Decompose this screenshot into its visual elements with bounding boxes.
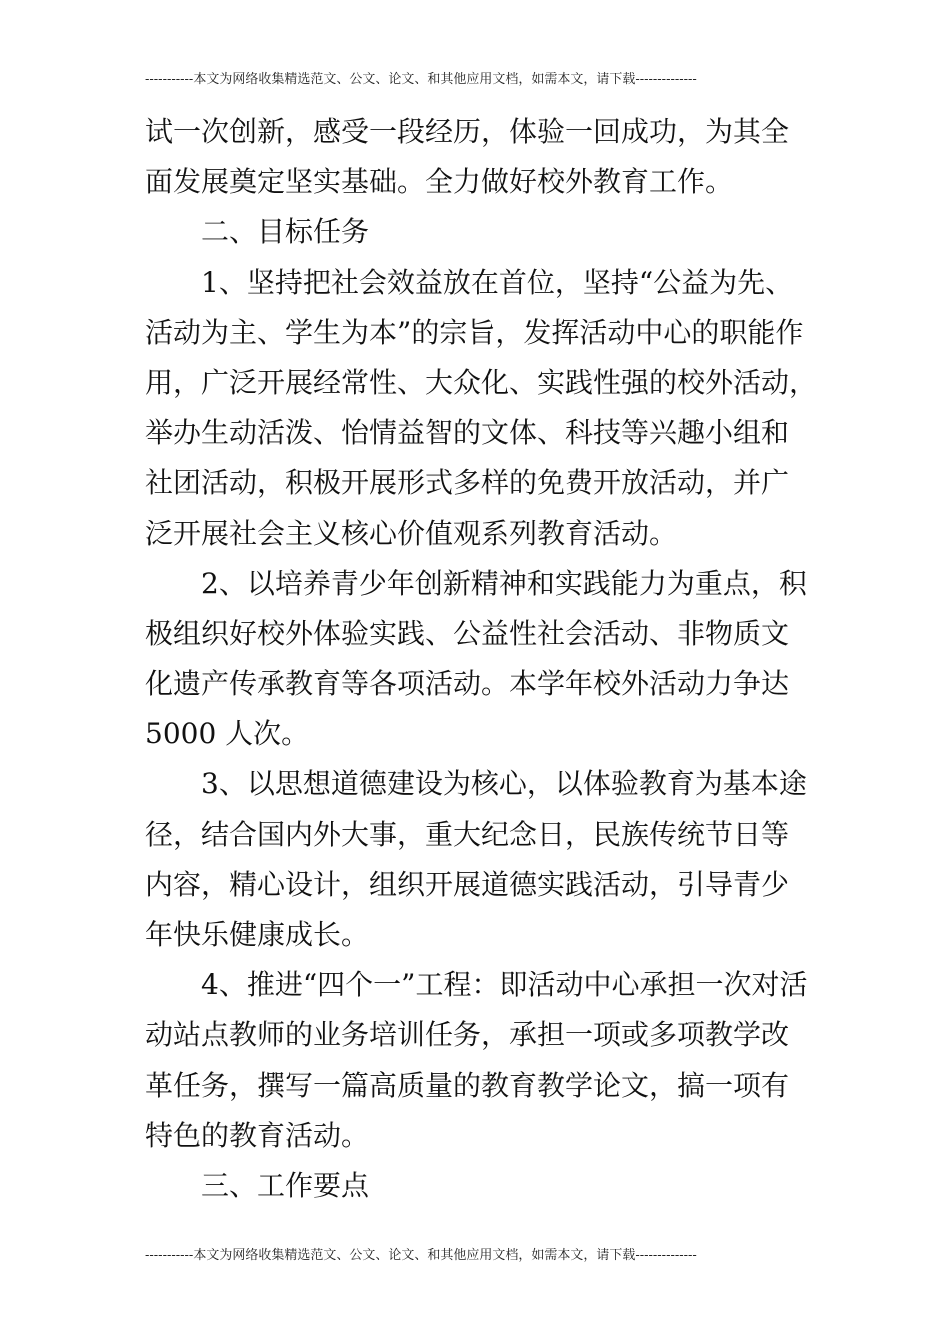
text-line: 举办生动活泼、怡情益智的文体、科技等兴趣小组和 — [145, 416, 790, 450]
text-line: 年快乐健康成长。 — [145, 918, 370, 951]
text-line: 动站点教师的业务培训任务，承担一项或多项教学改 — [145, 1018, 790, 1052]
section-heading: 二、目标任务 — [201, 215, 370, 249]
text-line: 革任务，撰写一篇高质量的教育教学论文，搞一项有 — [145, 1068, 790, 1102]
page-footer: -----------本文为网络收集精选范文、公文、论文、和其他应用文档，如需本文，请下载-------------- — [145, 1248, 697, 1263]
text-line: 面发展奠定坚实基础。全力做好校外教育工作。 — [145, 165, 734, 199]
section-heading: 三、工作要点 — [201, 1168, 370, 1202]
text-line: 活动为主、学生为本”的宗旨，发挥活动中心的职能作 — [145, 315, 804, 349]
text-line: 5000 人次。 — [145, 717, 310, 751]
text-line: 4、推进“四个一”工程：即活动中心承担一次对活 — [201, 968, 808, 1002]
text-line: 用，广泛开展经常性、大众化、实践性强的校外活动， — [145, 365, 818, 399]
document-body — [145, 107, 825, 1211]
text-line: 社团活动，积极开展形式多样的免费开放活动，并广 — [145, 466, 790, 500]
text-line: 极组织好校外体验实践、公益性社会活动、非物质文 — [145, 616, 790, 650]
text-line: 内容，精心设计，组织开展道德实践活动，引导青少 — [145, 867, 790, 901]
page-header: -----------本文为网络收集精选范文、公文、论文、和其他应用文档，如需本文，请下载-------------- — [145, 72, 697, 87]
text-line: 3、以思想道德建设为核心，以体验教育为基本途 — [201, 767, 807, 801]
text-line: 1、坚持把社会效益放在首位，坚持“公益为先、 — [201, 265, 794, 299]
text-line: 泛开展社会主义核心价值观系列教育活动。 — [145, 516, 678, 550]
text-line: 2、以培养青少年创新精神和实践能力为重点，积 — [201, 566, 807, 600]
text-line: 化遗产传承教育等各项活动。本学年校外活动力争达 — [145, 667, 790, 701]
text-line: 特色的教育活动。 — [145, 1118, 370, 1152]
text-line: 试一次创新，感受一段经历，体验一回成功，为其全 — [145, 115, 790, 148]
text-line: 径，结合国内外大事，重大纪念日，民族传统节日等 — [145, 817, 790, 851]
